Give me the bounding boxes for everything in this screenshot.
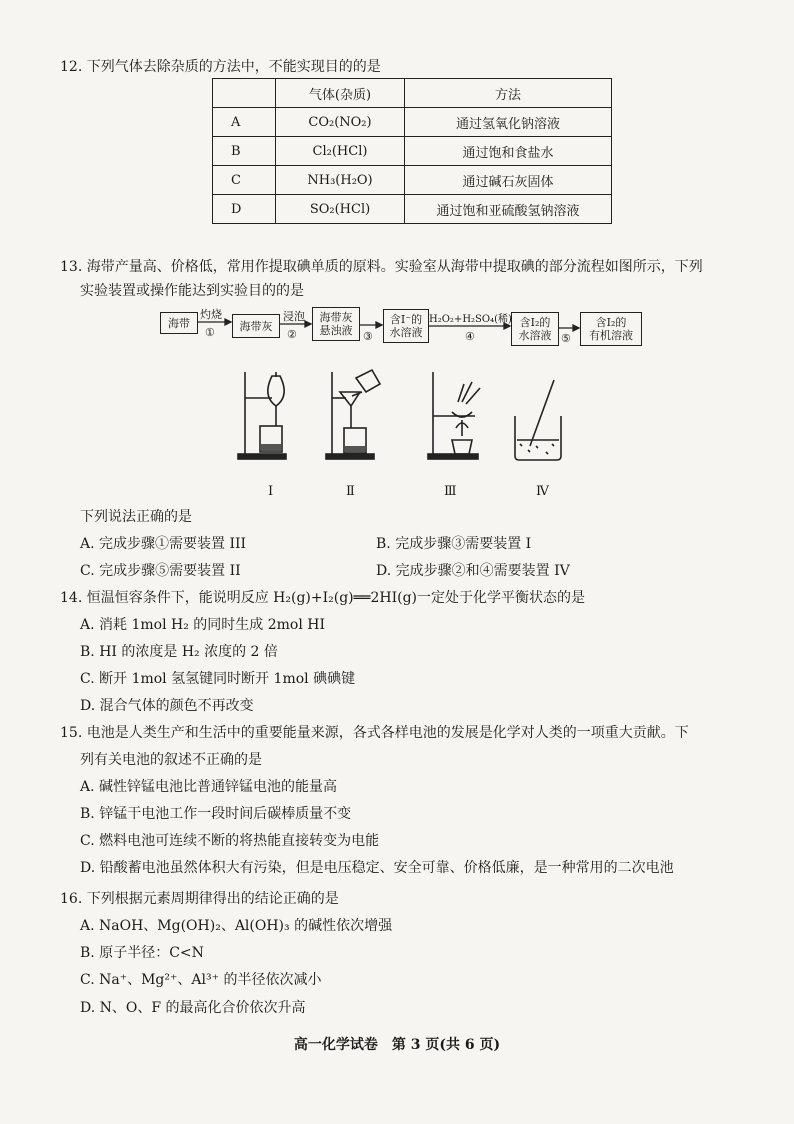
- apparatus-label-2: Ⅱ: [346, 484, 355, 499]
- flow-step-label-bottom: ③: [363, 330, 373, 343]
- q15-option: A. 碱性锌锰电池比普通锌锰电池的能量高: [80, 779, 338, 795]
- q16-option: D. N、O、F 的最高化合价依次升高: [80, 1000, 306, 1016]
- flow-step-label-top: H₂O₂+H₂SO₄(稀): [429, 314, 512, 325]
- table-cell: D: [213, 195, 276, 224]
- flow-step-label-top: 灼烧: [200, 308, 222, 321]
- table-cell: NH₃(H₂O): [276, 166, 405, 195]
- flow-box-label: 海带灰: [239, 319, 273, 333]
- flow-box-label: 海带: [168, 316, 190, 330]
- flow-box-label: 海带灰: [319, 311, 353, 324]
- table-cell: A: [213, 108, 276, 137]
- q12-stem: 12. 下列气体去除杂质的方法中，不能实现目的的是: [60, 59, 381, 75]
- table-cell: C: [213, 166, 276, 195]
- q15-option: D. 铅酸蓄电池虽然体积大有污染，但是电压稳定、安全可靠、价格低廉，是一种常用的二次电池: [80, 860, 674, 876]
- q13-option-d: D. 完成步骤②和④需要装置 IV: [376, 563, 570, 579]
- apparatus-2-filtration: [326, 370, 380, 459]
- flow-box-label: 含I₂的: [595, 316, 627, 329]
- flow-box-label: 含I₂的: [519, 316, 551, 329]
- q16-option: C. Na⁺、Mg²⁺、Al³⁺ 的半径依次减小: [80, 972, 322, 988]
- q13-stem-line2: 实验装置或操作能达到实验目的的是: [80, 283, 304, 299]
- q13-option-b: B. 完成步骤③需要装置 I: [376, 536, 532, 552]
- flow-step-label-bottom: ②: [287, 328, 297, 341]
- flow-box-label: 悬浊液: [319, 324, 353, 337]
- table-cell: CO₂(NO₂): [276, 108, 405, 137]
- table-cell: 通过氢氧化钠溶液: [405, 108, 612, 137]
- q14-option: D. 混合气体的颜色不再改变: [80, 698, 254, 714]
- flow-box-label: 水溶液: [518, 329, 552, 342]
- q14-stem: 14. 恒温恒容条件下，能说明反应 H₂(g)+I₂(g)══2HI(g)一定处于化学平衡状态的是: [60, 590, 586, 606]
- q16-stem: 16. 下列根据元素周期律得出的结论正确的是: [60, 891, 339, 907]
- page-footer: 高一化学试卷 第 3 页(共 6 页): [293, 1037, 501, 1053]
- q13-option-a: A. 完成步骤①需要装置 III: [80, 536, 247, 552]
- q15-stem-line2: 列有关电池的叙述不正确的是: [80, 752, 262, 768]
- flow-box-label: 含I⁻的: [389, 313, 423, 326]
- flow-step-label-bottom: ④: [465, 330, 475, 343]
- q13-apparatus: [0, 0, 794, 500]
- q15-option: C. 燃料电池可连续不断的将热能直接转变为电能: [80, 833, 380, 849]
- q16-option: A. NaOH、Mg(OH)₂、Al(OH)₃ 的碱性依次增强: [80, 918, 393, 934]
- table-cell: Cl₂(HCl): [276, 137, 405, 166]
- q14-option: C. 断开 1mol 氢氢键同时断开 1mol 碘碘键: [80, 671, 356, 687]
- table-cell: SO₂(HCl): [276, 195, 405, 224]
- table-header-cell: 方法: [405, 79, 612, 108]
- flow-box-label: 有机溶液: [589, 329, 633, 342]
- q16-option: B. 原子半径：C<N: [80, 945, 204, 961]
- apparatus-label-3: Ⅲ: [444, 484, 457, 499]
- table-cell: 通过饱和食盐水: [405, 137, 612, 166]
- q14-option: A. 消耗 1mol H₂ 的同时生成 2mol HI: [80, 617, 325, 633]
- flow-step-label-bottom: ①: [205, 326, 215, 339]
- q15-option: B. 锌锰干电池工作一段时间后碳棒质量不变: [80, 806, 352, 822]
- table-cell: 通过碱石灰固体: [405, 166, 612, 195]
- q13-prompt: 下列说法正确的是: [80, 509, 192, 525]
- apparatus-4-beaker-stirring: [515, 380, 561, 460]
- table-header-cell: 气体(杂质): [276, 79, 405, 108]
- q14-option: B. HI 的浓度是 H₂ 浓度的 2 倍: [80, 644, 278, 660]
- apparatus-label-1: Ⅰ: [268, 484, 274, 499]
- table-cell: 通过饱和亚硫酸氢钠溶液: [405, 195, 612, 224]
- table-cell: B: [213, 137, 276, 166]
- apparatus-1-separatory-funnel: [238, 372, 286, 459]
- q13-stem-line1: 13. 海带产量高、价格低，常用作提取碘单质的原料。实验室从海带中提取碘的部分流程如图所示，下列: [60, 259, 703, 275]
- flow-step-label-top: 浸泡: [283, 310, 305, 323]
- apparatus-label-4: Ⅳ: [536, 484, 549, 499]
- flow-box-label: 水溶液: [389, 326, 423, 339]
- q13-option-c: C. 完成步骤⑤需要装置 II: [80, 563, 241, 579]
- apparatus-3-evaporation: [428, 372, 480, 459]
- q15-stem-line1: 15. 电池是人类生产和生活中的重要能量来源，各式各样电池的发展是化学对人类的一项重大贡献。下: [60, 725, 689, 741]
- flow-step-label-bottom: ⑤: [561, 332, 571, 345]
